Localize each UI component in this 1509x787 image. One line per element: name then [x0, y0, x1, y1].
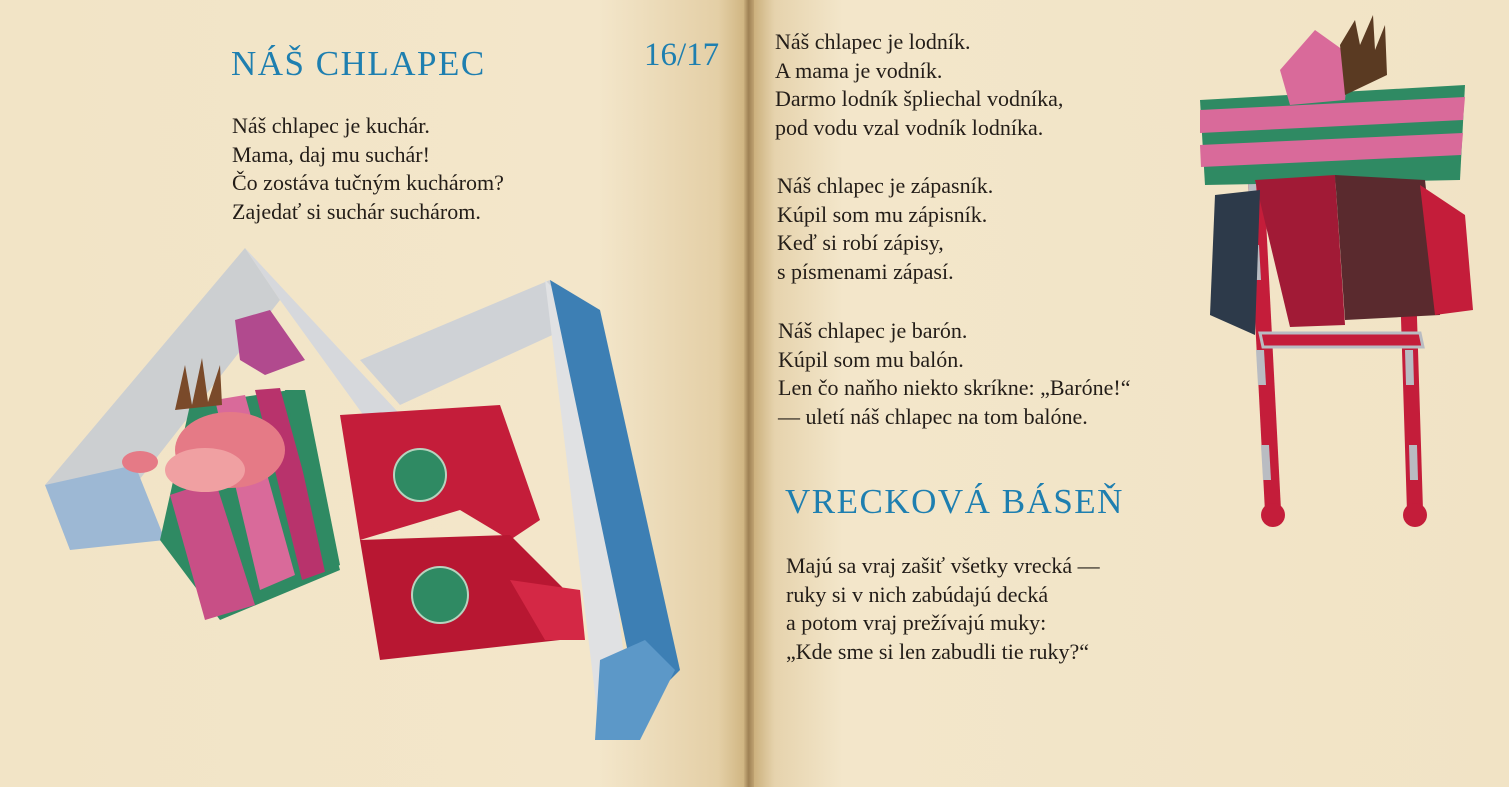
poem-line: ruky si v nich zabúdajú decká	[786, 581, 1049, 607]
stanza-kuchar	[232, 112, 504, 226]
poem-line: — uletí náš chlapec na tom balóne.	[778, 403, 1088, 429]
stanza-zapasnik	[777, 172, 993, 286]
poem-title-nas-chlapec: NÁŠ CHLAPEC	[231, 44, 486, 83]
boy-on-stilts-illustration	[1195, 15, 1480, 530]
poem-line: Kúpil som mu balón.	[778, 346, 964, 372]
poem-line: „Kde sme si len zabudli tie ruky?“	[786, 638, 1090, 664]
poem-line: A mama je vodník.	[775, 57, 943, 83]
poem-line: Zajedať si suchár suchárom.	[232, 198, 481, 224]
poem-line: Náš chlapec je kuchár.	[232, 113, 430, 138]
poem-line: Len čo naňho niekto skríkne: „Baróne!“	[778, 375, 1131, 400]
chef-boy-reclining-illustration	[40, 240, 685, 750]
poem-line: pod vodu vzal vodník lodníka.	[775, 114, 1044, 140]
poem-line: s písmenami zápasí.	[777, 258, 954, 284]
page-number: 16/17	[644, 37, 720, 73]
book-gutter	[744, 0, 754, 787]
poem-line: Čo zostáva tučným kuchárom?	[232, 170, 504, 195]
poem-line: Náš chlapec je barón.	[778, 318, 968, 343]
poem-line: Mama, daj mu suchár!	[232, 141, 430, 167]
poem-line: Majú sa vraj zašiť všetky vrecká —	[786, 553, 1100, 578]
stanza-baron	[778, 317, 1130, 431]
poem-line: Darmo lodník špliechal vodníka,	[775, 86, 1064, 111]
poem-line: a potom vraj prežívajú muky:	[786, 610, 1047, 635]
stanza-lodnik	[775, 28, 1063, 142]
stanza-vreckova-basen	[786, 552, 1100, 666]
poem-line: Náš chlapec je lodník.	[775, 29, 971, 54]
poem-line: Keď si robí zápisy,	[777, 230, 944, 255]
poem-title-vreckova-basen: VRECKOVÁ BÁSEŇ	[785, 482, 1124, 521]
poem-line: Náš chlapec je zápasník.	[777, 173, 994, 198]
poem-line: Kúpil som mu zápisník.	[777, 201, 988, 227]
